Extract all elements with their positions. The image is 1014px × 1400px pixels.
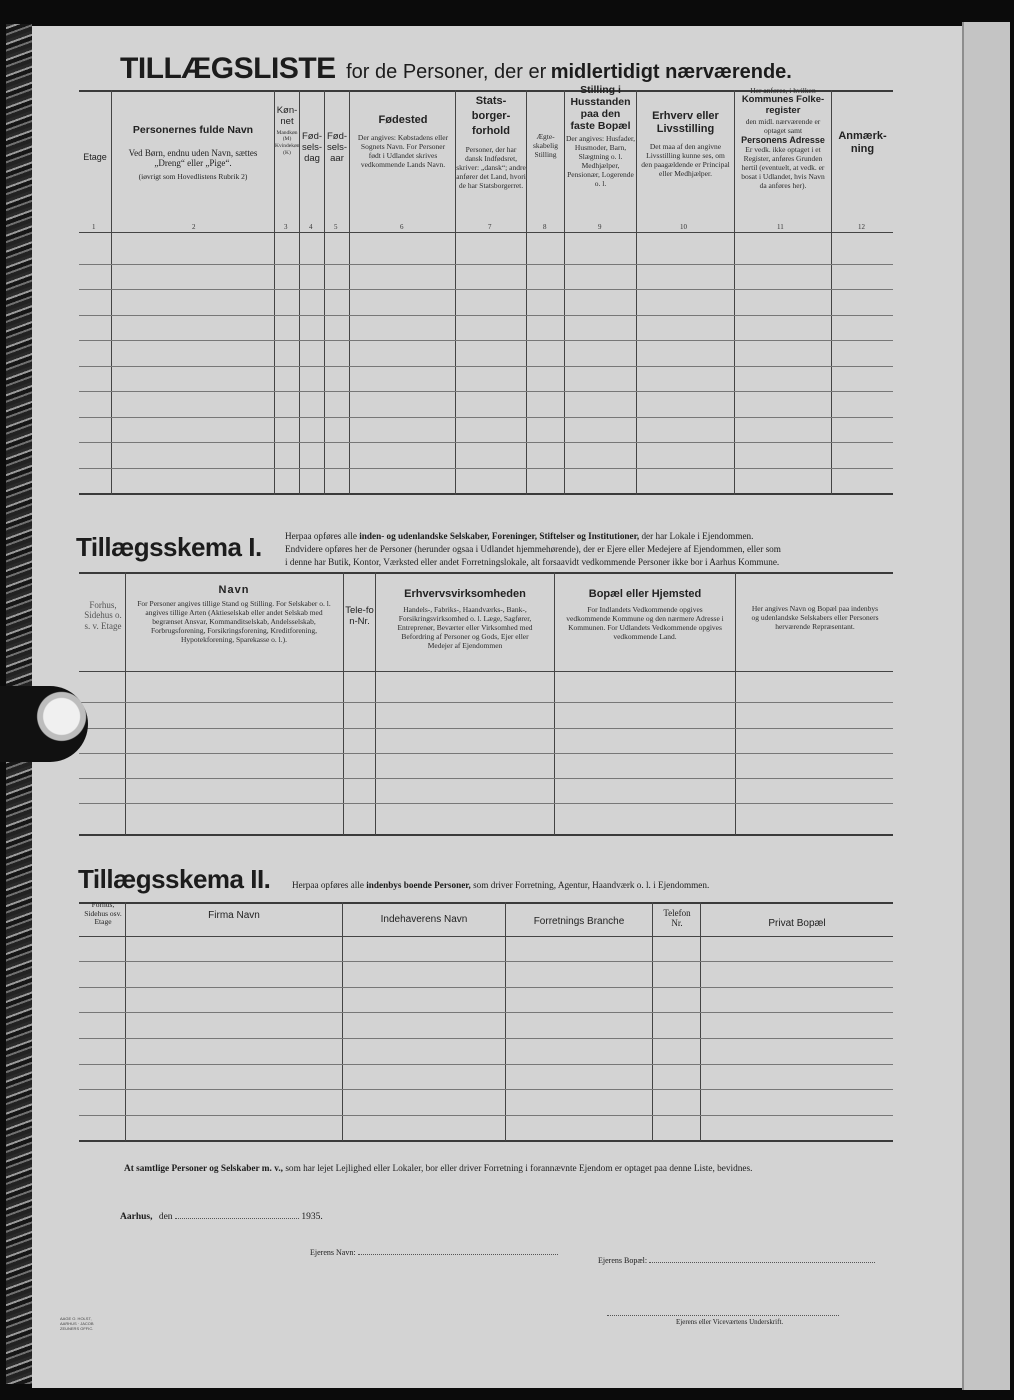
footer-city: Aarhus, — [120, 1212, 153, 1222]
s2-col-owner: Indehaverens Navn — [380, 914, 468, 925]
col-num-2: 2 — [192, 223, 196, 231]
col-register-title: Kommunes Folke-register — [741, 94, 825, 116]
col-household-sub: Der angives: Husfader, Husmoder, Barn, Slægtning o. l. Medhjælper, Pensionær, Logerende o. l. — [565, 134, 636, 189]
col-num-3: 3 — [284, 223, 288, 231]
col-occupation-sub: Det maa af den angivne Livsstilling kunne ses, om den paagældende er Principal eller Medhjælper. — [641, 142, 730, 179]
footer-owner-name-dots — [358, 1254, 558, 1255]
s2-col-private-address: Privat Bopæl — [768, 918, 826, 929]
col-birthplace-header — [352, 114, 454, 169]
col-household-title: Stilling i Husstanden paa den faste Bopæl — [570, 84, 631, 133]
col-num-9: 9 — [598, 223, 602, 231]
col-num-12: 12 — [858, 223, 865, 231]
footer-date-dots — [175, 1218, 299, 1219]
s2-col-firm: Firma Navn — [208, 910, 260, 921]
col-citizenship-title: Stats-borger-forhold — [471, 95, 511, 137]
col-num-6: 6 — [400, 223, 404, 231]
s2-col-phone: Telefon Nr. — [663, 908, 691, 929]
s1-col-residence-title: Bopæl eller Hjemsted — [588, 588, 702, 600]
footer-printer: AAGE O. HOLST, AARHUS · JACOB ZEUNERS OFFIC. — [60, 1316, 94, 1332]
col-birthyear-title: Fød-sels-aar — [326, 131, 348, 164]
footer-statement-a: At samtlige Personer og Selskaber m. v., — [124, 1164, 283, 1174]
schema1-intro-a: Herpaa opføres alle — [285, 531, 357, 541]
col-birthplace-sub: Der angives: Købstadens eller Sognets Navn. For Personer født i Udlandet skrives vedkommende Lands Navn. — [357, 132, 449, 169]
s1-col-business-title: Erhvervsvirksomheden — [404, 588, 526, 600]
col-name-sub: Ved Børn, endnu uden Navn, sættes „Dreng“ eller „Pige“. — [128, 148, 258, 169]
col-sex-header — [275, 106, 299, 156]
s1-col-floor: Forhus, Sidehus o. s. v. Etage — [84, 600, 122, 631]
schema2-intro-b: indenbys boende Personer, — [366, 880, 471, 890]
schema1-intro-c: der har Lokale i Ejendommen. — [641, 531, 754, 541]
s1-col-representative — [737, 604, 893, 631]
col-remarks-header — [832, 130, 893, 155]
schema1-intro-line2: Endvidere opføres her de Personer (herunder ogsaa i Udlandet hjemmehørende), der er Ejere eller Medejere af Ejendommen, eller som — [285, 543, 781, 554]
footer-den: den — [158, 1212, 173, 1222]
title-bold: midlertidigt nærværende. — [550, 61, 792, 83]
s1-col-residence — [556, 588, 734, 641]
schema2-intro — [292, 880, 892, 890]
col-name-title: Personernes fulde Navn — [132, 124, 254, 136]
col-citizenship-header — [456, 94, 526, 190]
s1-col-residence-sub: For Indlandets Vedkommende opgives vedkommende Kommune og den nærmere Adresse i Kommunen. For Udlandets Vedkommende opgives vedkommende Land. — [566, 604, 724, 641]
col-register-sub: Er vedk. ikke optaget i et Register, anføres Grunden hertil (eventuelt, at vedk. er bosat i Udlandet, hvis Navn da anføres her). — [741, 145, 825, 191]
col-birthday-header — [300, 132, 324, 165]
col-marital-title: Ægte-skabelig Stilling — [533, 132, 558, 159]
page-title — [120, 52, 960, 88]
col-register-header — [735, 86, 831, 190]
col-num-7: 7 — [488, 223, 492, 231]
col-num-4: 4 — [309, 223, 313, 231]
col-occupation-header — [637, 110, 734, 178]
col-num-1: 1 — [92, 223, 96, 231]
footer-statement-b: som har lejet Lejlighed eller Lokaler, bor eller driver Forretning i forannævnte Ejendom er optaget paa denne Liste, bevidnes. — [285, 1164, 753, 1174]
schema2-intro-a: Herpaa opføres alle — [292, 880, 364, 890]
schema1-intro-b: inden- og udenlandske Selskaber, Foreninger, Stiftelser og Institutioner, — [359, 531, 640, 541]
signature-line — [607, 1315, 839, 1316]
s1-col-business — [377, 588, 553, 650]
schema1-intro — [285, 530, 897, 569]
col-birthplace-title: Fødested — [378, 114, 428, 126]
col-etage-header — [79, 152, 111, 162]
facing-page-edge — [962, 22, 1010, 1390]
footer-owner-name — [310, 1248, 558, 1257]
footer-statement — [124, 1164, 904, 1174]
col-birthday-title: Fød-sels-dag — [301, 131, 323, 164]
schema1-intro-line3: i denne har Butik, Kontor, Værksted eller andet Forretningslokale, alt forsaavidt vedkommende Personer ikke bor i Aarhus Kommune. — [285, 556, 780, 567]
footer-owner-address-label: Ejerens Bopæl: — [598, 1256, 648, 1265]
footer-year: 1935. — [301, 1212, 323, 1222]
col-sex-title: Køn-net — [276, 105, 298, 127]
title-mid: for de Personer, der er — [346, 61, 547, 83]
schema1-title: Tillægsskema I. — [76, 532, 262, 562]
col-register-mid: den midl. nærværende er optaget samt — [745, 116, 821, 135]
s2-col-floor: Forhus, Sidehus osv. Etage — [84, 900, 122, 927]
footer-date-line — [120, 1212, 323, 1222]
col-remarks-title: Anmærk-ning — [838, 130, 887, 155]
col-name-header — [114, 124, 272, 181]
col-occupation-title: Erhverv eller Livsstilling — [652, 110, 719, 135]
thumb — [0, 686, 88, 762]
s1-col-business-sub: Handels-, Fabriks-, Haandværks-, Bank-, Forsikringsvirksomhed o. l. Læge, Sagfører, Entreprenør, Beværter eller Virksomhed med Befordring af Personer og Gods, Ejer eller Medejer af Ejendommen — [397, 604, 533, 650]
col-citizenship-sub: Personer, der har dansk Indfødsret, skriver: „dansk“; andre anfører det Land, hvori de har Statsborgerret. — [456, 144, 526, 190]
s1-col-representative-sub: Her angives Navn og Bopæl paa indenbys og udenlandske Selskabers eller Personers herværende Repræsentant. — [751, 604, 879, 631]
footer-owner-address-dots — [649, 1262, 875, 1263]
col-register-title-top: Her anføres, i hvilken — [750, 86, 816, 95]
col-num-5: 5 — [334, 223, 338, 231]
s1-col-name — [127, 584, 341, 644]
col-marital-header — [527, 132, 564, 159]
s1-col-phone: Tele-fon-Nr. — [345, 605, 374, 627]
col-num-8: 8 — [543, 223, 547, 231]
s1-col-name-sub: For Personer angives tillige Stand og Stilling. For Selskaber o. l. angives tillige Arten (Aktieselskab eller andet Selskab med begrænset Ansvar, Kommanditselskab, Andelsselskab, Forbrugsforening, Forsikringsforening, Kreditforening, Hypotekforening, Sparekasse o. l.). — [137, 598, 331, 644]
footer-owner-address — [598, 1256, 875, 1265]
col-num-11: 11 — [777, 223, 784, 231]
footer-owner-name-label: Ejerens Navn: — [310, 1248, 356, 1257]
col-name-sub2: (iøvrigt som Hovedlistens Rubrik 2) — [138, 171, 248, 181]
s2-col-branch: Forretnings Branche — [533, 916, 625, 927]
col-register-title2: Personens Adresse — [741, 134, 825, 145]
col-sex-sub: Mandkøn (M) Kvindekøn (K) — [275, 129, 300, 156]
schema2-intro-c: som driver Forretning, Agentur, Haandværk o. l. i Ejendommen. — [473, 880, 710, 890]
col-num-10: 10 — [680, 223, 687, 231]
title-big: TILLÆGSLISTE — [120, 52, 336, 85]
col-household-header — [565, 84, 636, 188]
col-birthyear-header — [325, 132, 349, 165]
schema2-title: Tillægsskema II. — [78, 864, 271, 894]
form-page — [32, 26, 962, 1388]
s1-col-name-title: Navn — [218, 584, 250, 596]
col-etage-label: Etage — [83, 152, 107, 162]
footer-signature: Ejerens eller Viceværtens Underskrift. — [676, 1318, 784, 1326]
